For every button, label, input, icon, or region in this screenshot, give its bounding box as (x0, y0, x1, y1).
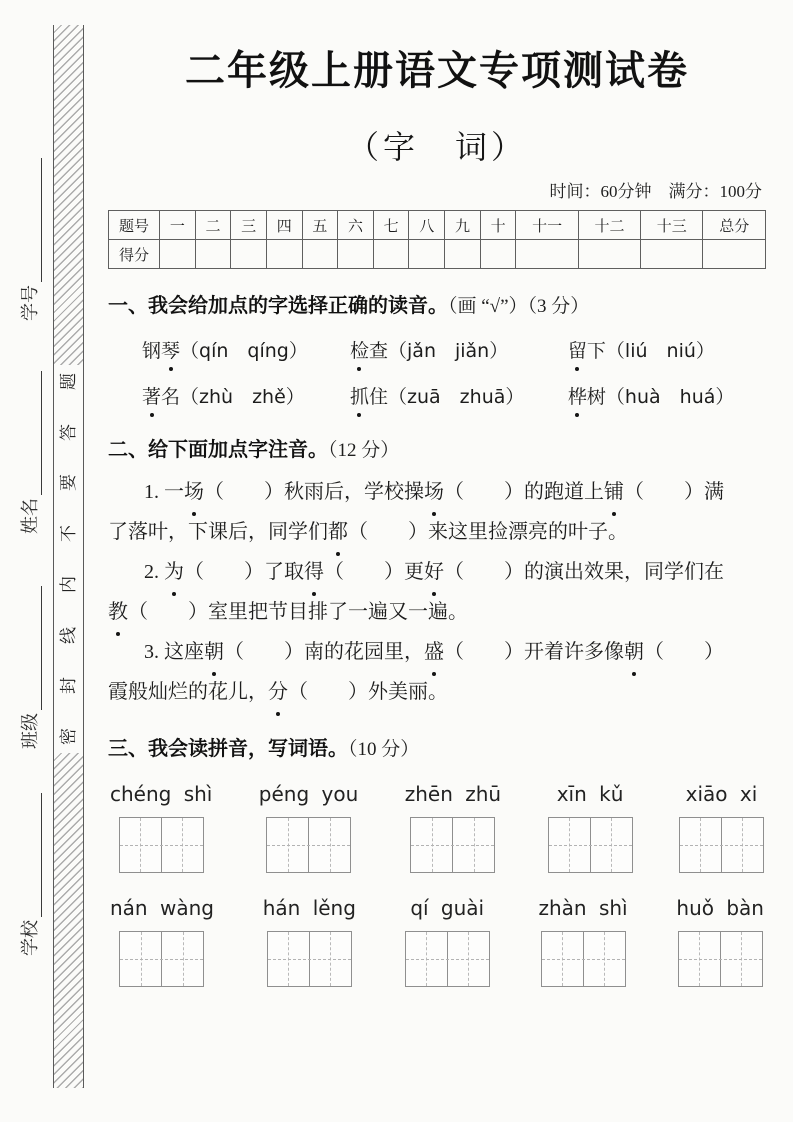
dotted-char: 盛 (424, 632, 444, 672)
writing-grid (405, 931, 490, 987)
question-number-cell: 十 (480, 211, 516, 240)
text-segment: （ ）的演出效果，同学们在 (444, 561, 724, 583)
score-table (108, 210, 766, 269)
pinyin-word-column (259, 779, 358, 873)
question-line (108, 512, 766, 552)
score-empty-cell (409, 240, 445, 269)
school-label: 学校 (20, 920, 40, 956)
pinyin-word-column (548, 779, 633, 873)
writing-grid-cell (308, 818, 350, 872)
seal-text-char: 封 (59, 677, 78, 695)
dotted-char: 著 (142, 383, 161, 413)
dotted-char: 场 (424, 472, 444, 512)
class-blank-line (36, 586, 42, 710)
seal-text-char: 题 (59, 373, 78, 390)
word-item (142, 336, 350, 367)
text-segment: 3. 这座 (144, 641, 204, 663)
pinyin-word: xīn kǔ (556, 782, 624, 806)
seal-text (54, 365, 83, 753)
writing-grid-cell (452, 818, 494, 872)
pinyin-options: （huà huá） (605, 386, 735, 408)
text-segment: （ ）南的花园里， (224, 641, 424, 663)
writing-grid (410, 817, 495, 873)
page-title: 二年级上册语文专项测试卷 (185, 49, 689, 93)
seal-text-char: 内 (59, 575, 78, 593)
writing-grid (541, 931, 626, 987)
dotted-char: 留 (568, 337, 587, 367)
writing-grid-cell (309, 932, 351, 986)
question-number-cell: 十二 (578, 211, 640, 240)
score-table-body (109, 211, 766, 269)
question-number-cell: 七 (373, 211, 409, 240)
pinyin-word: xiāo xi (685, 782, 758, 806)
score-label-cell: 得分 (109, 240, 160, 269)
text-segment: 2. (144, 561, 164, 583)
seal-hatch-top (54, 25, 83, 365)
score-empty-cell (195, 240, 231, 269)
writing-grid-cell (411, 818, 452, 872)
question-number-cell: 三 (231, 211, 267, 240)
dotted-char: 好 (424, 552, 444, 592)
student-name-blank-line (36, 371, 42, 495)
class-field (18, 581, 42, 749)
text-segment: 钢 (142, 341, 162, 362)
question-line (108, 472, 766, 512)
writing-grid-cell (583, 932, 625, 986)
dotted-char: 分 (268, 672, 288, 712)
score-empty-cell (578, 240, 640, 269)
writing-grid (267, 931, 352, 987)
section2-heading-points: （12 分） (328, 440, 400, 461)
score-empty-cell (445, 240, 481, 269)
score-empty-cell (703, 240, 766, 269)
school-field (18, 788, 42, 956)
writing-grid (266, 817, 351, 873)
score-empty-cell (160, 240, 196, 269)
pinyin-word-column (405, 893, 490, 987)
text-segment: 了落叶，下课后，同学们 (108, 521, 328, 543)
text-segment: （ ）了取 (184, 561, 304, 583)
pinyin-grid-row-2 (108, 893, 766, 987)
writing-grid-cell (406, 932, 447, 986)
dotted-char: 都 (328, 512, 348, 552)
section1-heading-points: （画 “√”）（3 分） (448, 296, 590, 317)
page-subtitle: （字 词） (346, 129, 527, 165)
section2-heading (108, 435, 766, 466)
text-segment: （ ）秋雨后，学校操 (204, 481, 424, 503)
text-segment: 1. 一 (144, 481, 184, 503)
word-item (142, 382, 350, 413)
score-empty-cell (516, 240, 578, 269)
section2-heading-text: 二、给下面加点字注音。 (108, 439, 328, 461)
writing-grid-cell (679, 932, 720, 986)
score-table-header-row (109, 211, 766, 240)
exam-info: 时间：60分钟 满分：100分 (549, 182, 762, 201)
text-segment: 树 (586, 387, 606, 408)
pinyin-options: （qín qíng） (180, 340, 308, 362)
score-row (109, 240, 766, 269)
question-line (108, 552, 766, 592)
writing-grid-cell (120, 932, 161, 986)
dotted-char: 得 (304, 552, 324, 592)
question-number-label-cell: 题号 (109, 211, 160, 240)
section3-heading-points: （10 分） (348, 739, 420, 760)
question-number-cell: 四 (266, 211, 302, 240)
score-empty-cell (480, 240, 516, 269)
pinyin-word-column (539, 893, 628, 987)
dotted-char: 场 (184, 472, 204, 512)
writing-grid-cell (720, 932, 762, 986)
writing-grid (119, 817, 204, 873)
writing-grid (119, 931, 204, 987)
score-empty-cell (338, 240, 374, 269)
student-id-label: 学号 (20, 285, 40, 321)
score-empty-cell (373, 240, 409, 269)
section2-items (108, 472, 766, 712)
pinyin-grid-row-1 (108, 779, 766, 873)
class-label: 班级 (20, 713, 40, 749)
seal-text-char: 要 (59, 474, 78, 492)
word-item (568, 336, 766, 367)
question-number-cell: 六 (338, 211, 374, 240)
question-line (108, 672, 766, 712)
seal-band (53, 25, 84, 1088)
writing-grid-cell (161, 818, 203, 872)
question-number-cell: 五 (302, 211, 338, 240)
writing-grid-cell (161, 932, 203, 986)
seal-text-char: 答 (59, 423, 78, 441)
pinyin-word-column (679, 779, 764, 873)
pinyin-word-column (676, 893, 764, 987)
writing-grid-cell (120, 818, 161, 872)
dotted-char: 朝 (204, 632, 224, 672)
dotted-char: 抓 (350, 383, 369, 413)
text-segment: 住 (369, 387, 389, 408)
school-blank-line (36, 793, 42, 917)
pinyin-word-column (110, 893, 214, 987)
text-segment: 名 (161, 387, 181, 408)
writing-grid-cell (447, 932, 489, 986)
pinyin-word-column (405, 779, 501, 873)
word-item (350, 336, 568, 367)
writing-grid-cell (267, 818, 308, 872)
text-segment: （ ）来这里捡漂亮的叶子。 (348, 521, 628, 543)
section3-heading-text: 三、我会读拼音，写词语。 (108, 738, 348, 760)
question-line (108, 592, 766, 632)
dotted-char: 琴 (161, 337, 180, 367)
score-empty-cell (266, 240, 302, 269)
pinyin-word: péng you (258, 782, 359, 806)
question-number-cell: 二 (195, 211, 231, 240)
text-segment: 查 (369, 341, 389, 362)
dotted-char: 铺 (604, 472, 624, 512)
text-segment: （ ）的跑道上 (444, 481, 604, 503)
main-content (108, 0, 766, 987)
dotted-char: 为 (164, 552, 184, 592)
pinyin-word-column (110, 779, 212, 873)
student-name-label: 姓名 (20, 498, 40, 534)
text-segment: （ ）开着许多像 (444, 641, 624, 663)
writing-grid-cell (549, 818, 590, 872)
pinyin-word: zhàn shì (538, 896, 628, 920)
dotted-char: 桦 (568, 383, 587, 413)
word-item (350, 382, 568, 413)
score-empty-cell (641, 240, 703, 269)
section1-heading (108, 291, 766, 322)
student-name-field (18, 366, 42, 534)
section1-words (108, 336, 766, 413)
writing-grid-cell (590, 818, 632, 872)
question-number-cell: 十一 (516, 211, 578, 240)
seal-hatch-bottom (54, 753, 83, 1088)
writing-grid (548, 817, 633, 873)
writing-grid (679, 817, 764, 873)
text-segment: （ ）外美丽。 (288, 681, 448, 703)
question-line (108, 632, 766, 672)
writing-grid-cell (542, 932, 583, 986)
seal-text-char: 密 (59, 727, 78, 745)
dotted-char: 朝 (624, 632, 644, 672)
score-empty-cell (231, 240, 267, 269)
question-number-cell: 总分 (703, 211, 766, 240)
dotted-char: 教 (108, 592, 128, 632)
section1-heading-text: 一、我会给加点的字选择正确的读音。 (108, 295, 448, 317)
pinyin-word: chéng shì (110, 782, 213, 806)
question-number-cell: 十三 (641, 211, 703, 240)
text-segment: 霞般灿烂的花儿， (108, 681, 268, 703)
student-id-blank-line (36, 158, 42, 282)
writing-grid-cell (268, 932, 309, 986)
word-item (568, 382, 766, 413)
text-segment: （ ）室里把节目排了一遍又一遍。 (128, 601, 468, 623)
writing-grid-cell (680, 818, 721, 872)
question-number-cell: 九 (445, 211, 481, 240)
seal-text-char: 不 (59, 525, 78, 543)
pinyin-options: （zhù zhě） (180, 386, 305, 408)
question-number-cell: 一 (160, 211, 196, 240)
pinyin-word: hán lěng (262, 896, 356, 920)
pinyin-word: qí guài (410, 896, 485, 920)
writing-grid (678, 931, 763, 987)
pinyin-word: zhēn zhū (404, 782, 502, 806)
pinyin-word-column (263, 893, 356, 987)
seal-text-char: 线 (59, 626, 78, 644)
writing-grid-cell (721, 818, 763, 872)
question-number-cell: 八 (409, 211, 445, 240)
pinyin-options: （zuā zhuā） (388, 386, 525, 408)
text-segment: 下 (586, 341, 606, 362)
text-segment: （ ）满 (624, 481, 724, 503)
student-id-field (18, 153, 42, 321)
dotted-char: 检 (350, 337, 369, 367)
text-segment: （ ）更 (324, 561, 424, 583)
section3-heading (108, 734, 766, 765)
pinyin-options: （liú niú） (605, 340, 715, 362)
score-empty-cell (302, 240, 338, 269)
pinyin-word: nán wàng (110, 896, 214, 920)
pinyin-word: huǒ bàn (676, 896, 764, 920)
pinyin-options: （jǎn jiǎn） (388, 340, 509, 362)
text-segment: （ ） (644, 641, 724, 663)
